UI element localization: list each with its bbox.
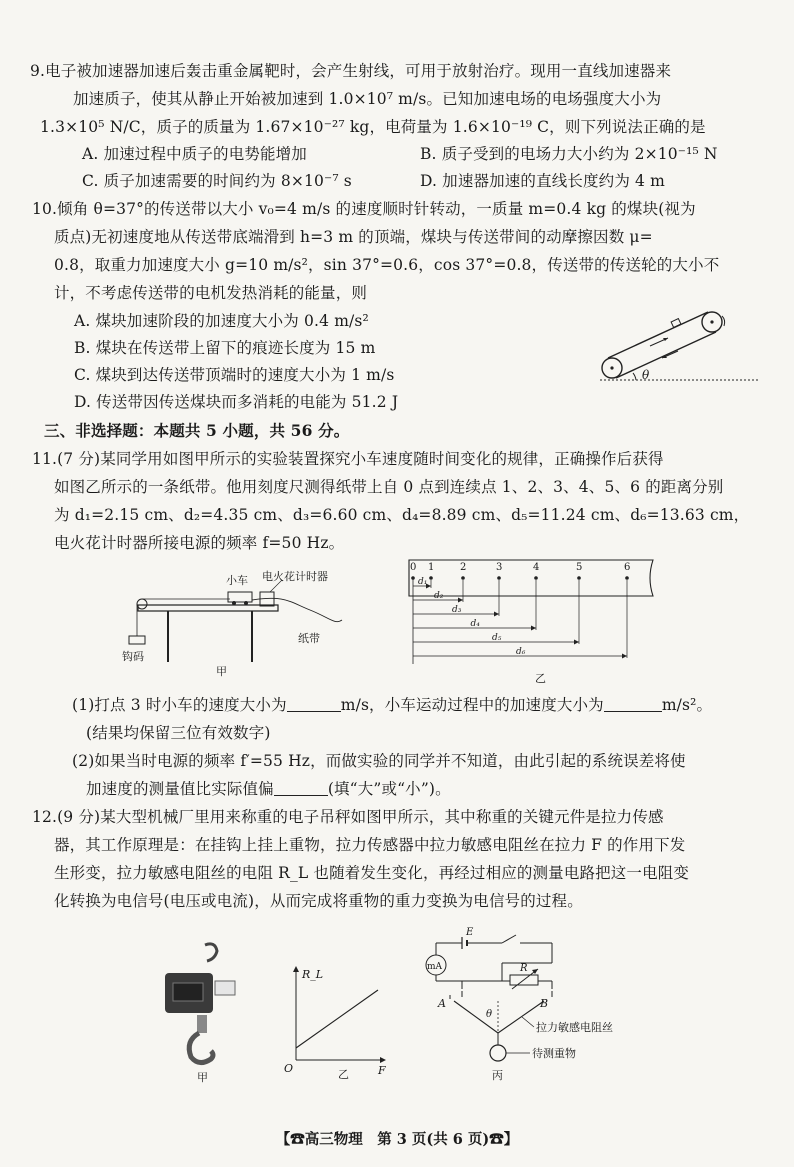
conveyor-belt-figure [590, 300, 765, 390]
tape-point-label-1: 1 [428, 562, 435, 573]
q9-line-3: 1.3×10⁵ N/C，质子的质量为 1.67×10⁻²⁷ kg，电荷量为 1.6×10⁻¹⁹ C，则下列说法正确的是 [40, 118, 706, 136]
tape-dim-label-3: d₃ [452, 605, 462, 615]
q12-line-2: 器，其工作原理是：在挂钩上挂上重物，拉力传感器中拉力敏感电阻丝在拉力 F 的作用下发 [54, 836, 686, 854]
timer-label: 电火花计时器 [262, 570, 328, 583]
q9-option-c: C. 质子加速需要的时间约为 8×10⁻⁷ s [82, 172, 352, 190]
tape-dim-arrow-5 [574, 640, 579, 645]
graph-y-label: R_L [302, 968, 324, 981]
tape-dim-label-2: d₂ [434, 591, 444, 601]
tape-point-label-2: 2 [460, 562, 467, 573]
tape-label: 纸带 [298, 632, 320, 645]
theta-label: θ [642, 368, 650, 382]
tape-point-label-5: 5 [576, 562, 583, 573]
q9-option-a: A. 加速过程中质子的电势能增加 [82, 145, 307, 163]
q10-line-2: 质点)无初速度地从传送带底端滑到 h=3 m 的顶端，煤块与传送带间的动摩擦因数 μ= [54, 228, 653, 246]
q10-option-a: A. 煤块加速阶段的加速度大小为 0.4 m/s² [74, 312, 369, 330]
sensor-wire-label: 拉力敏感电阻丝 [536, 1021, 613, 1034]
answer-blank-3[interactable] [274, 781, 328, 796]
q9-line-1: 9.电子被加速器加速后轰击重金属靶时，会产生射线，可用于放射治疗。现用一直线加速器来 [30, 62, 672, 80]
tape-dot-6 [625, 576, 629, 580]
tape-point-label-0: 0 [410, 562, 417, 573]
tape-dim-arrow-3 [494, 612, 499, 617]
paper-tape-figure [395, 556, 665, 686]
milliammeter-label: mA [427, 962, 443, 972]
q10-option-c: C. 煤块到达传送带顶端时的速度大小为 1 m/s [74, 366, 395, 384]
q11-sub1-part-b: m/s，小车运动过程中的加速度大小为 [340, 696, 604, 714]
q11-line-1: 11.(7 分)某同学用如图甲所示的实验装置探究小车速度随时间变化的规律，正确操作后获得 [32, 450, 664, 468]
q11-sub1-note: (结果均保留三位有效数字) [86, 724, 271, 742]
tape-dim-label-5: d₅ [492, 633, 502, 643]
q11-sub1 [72, 694, 712, 716]
tape-dim-arrow-4 [531, 626, 536, 631]
emf-label: E [466, 927, 474, 938]
weight-to-measure-label: 待测重物 [532, 1047, 576, 1060]
weight-label: 钩码 [122, 650, 144, 663]
crane-scale-figure [155, 935, 245, 1085]
figure-jia-caption: 甲 [216, 665, 227, 678]
q12-line-1: 12.(9 分)某大型机械厂里用来称重的电子吊秤如图甲所示，其中称重的关键元件是拉力传感 [32, 808, 664, 826]
q10-line-3: 0.8，取重力加速度大小 g=10 m/s²，sin 37°=0.6，cos 37°=0.8，传送带的传送轮的大小不 [54, 256, 720, 274]
point-a-label: A [438, 997, 446, 1010]
graph-x-label: F [378, 1064, 386, 1077]
tape-dot-2 [461, 576, 465, 580]
tape-point-label-3: 3 [496, 562, 503, 573]
graph-origin: O [284, 1062, 294, 1075]
tape-point-label-4: 4 [533, 562, 540, 573]
q12-line-3: 生形变，拉力敏感电阻丝的电阻 R_L 也随着发生变化，再经过相应的测量电路把这一电阻变 [54, 864, 690, 882]
q11-line-2: 如图乙所示的一条纸带。他用刻度尺测得纸带上自 0 点到连续点 1、2、3、4、5、6 的距离分别 [54, 478, 724, 496]
figure-12-yi-caption: 乙 [338, 1068, 349, 1080]
page-footer: 【☎高三物理 第 3 页(共 6 页)☎】 [275, 1131, 519, 1148]
tape-dot-4 [534, 576, 538, 580]
q10-line-1: 10.倾角 θ=37°的传送带以大小 v₀=4 m/s 的速度顺时针转动，一质量 m=0.4 kg 的煤块(视为 [32, 200, 696, 218]
tape-point-label-6: 6 [624, 562, 631, 573]
q11-sub2-line-2 [86, 778, 451, 800]
tape-dot-3 [497, 576, 501, 580]
point-b-label: B [540, 997, 549, 1010]
tape-dim-label-1: d₁ [418, 577, 428, 587]
tape-dot-1 [429, 576, 433, 580]
q10-line-4: 计，不考虑传送带的电机发热消耗的能量，则 [54, 284, 368, 302]
q11-sub1-part-a: (1)打点 3 时小车的速度大小为 [72, 696, 287, 714]
q11-sub2-line-1: (2)如果当时电源的频率 f′=55 Hz，而做实验的同学并不知道，由此引起的系统误差将使 [72, 752, 686, 770]
tape-dim-label-4: d₄ [470, 619, 480, 629]
q12-line-4: 化转换为电信号(电压或电流)，从而完成将重物的重力变换为电信号的过程。 [54, 892, 583, 910]
q11-sub2-part-b: 加速度的测量值比实际值偏 [86, 780, 274, 798]
q10-option-d: D. 传送带因传送煤块而多消耗的电能为 51.2 J [74, 393, 399, 411]
cart-apparatus-figure [120, 570, 360, 680]
q11-sub2-part-c: (填“大”或“小”)。 [327, 780, 451, 798]
q11-sub1-part-c: m/s²。 [661, 696, 713, 714]
q11-line-4: 电火花计时器所接电源的频率 f=50 Hz。 [54, 534, 345, 552]
angle-theta-label: θ [486, 1009, 493, 1020]
section-3-header: 三、非选择题：本题共 5 小题，共 56 分。 [44, 421, 350, 440]
tape-dot-5 [577, 576, 581, 580]
figure-12-bing-caption: 丙 [492, 1069, 503, 1082]
measurement-circuit-figure [412, 925, 662, 1085]
q11-line-3: 为 d₁=2.15 cm、d₂=4.35 cm、d₃=6.60 cm、d₄=8.89 cm、d₅=11.24 cm、d₆=13.63 cm， [54, 506, 750, 524]
cart-label: 小车 [226, 574, 248, 587]
q9-option-d: D. 加速器加速的直线长度约为 4 m [420, 172, 665, 190]
q9-line-2: 加速质子，使其从静止开始被加速到 1.0×10⁷ m/s。已知加速电场的电场强度大小为 [73, 90, 662, 108]
figure-12-jia-caption: 甲 [197, 1071, 208, 1084]
answer-blank-1[interactable] [287, 697, 341, 712]
resistance-force-graph [282, 960, 392, 1080]
tape-dim-arrow-6 [622, 654, 627, 659]
resistor-label: R [520, 963, 528, 974]
figure-yi-caption: 乙 [535, 672, 546, 685]
q9-option-b: B. 质子受到的电场力大小约为 2×10⁻¹⁵ N [420, 145, 718, 163]
q10-option-b: B. 煤块在传送带上留下的痕迹长度为 15 m [74, 339, 376, 357]
tape-dim-label-6: d₆ [516, 647, 526, 657]
tape-dim-arrow-2 [458, 598, 463, 603]
answer-blank-2[interactable] [604, 697, 662, 712]
